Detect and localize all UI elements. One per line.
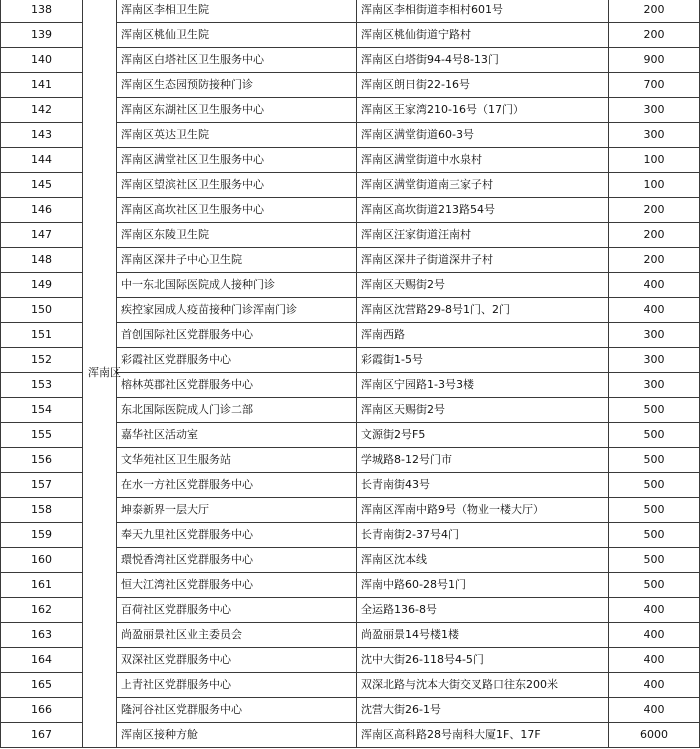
site-name: 浑南区生态园预防接种门诊 xyxy=(117,73,357,98)
site-name: 东北国际医院成人门诊二部 xyxy=(117,398,357,423)
dose-quantity: 200 xyxy=(609,223,700,248)
site-address: 沈营大街26-1号 xyxy=(357,698,609,723)
row-number: 141 xyxy=(1,73,83,98)
dose-quantity: 400 xyxy=(609,698,700,723)
dose-quantity: 400 xyxy=(609,598,700,623)
district-cell: 浑南区 xyxy=(83,0,117,748)
row-number: 145 xyxy=(1,173,83,198)
site-name: 尚盈丽景社区业主委员会 xyxy=(117,623,357,648)
row-number: 162 xyxy=(1,598,83,623)
site-address: 彩霞街1-5号 xyxy=(357,348,609,373)
site-name: 奉天九里社区党群服务中心 xyxy=(117,523,357,548)
site-address: 长青南街43号 xyxy=(357,473,609,498)
dose-quantity: 400 xyxy=(609,273,700,298)
site-address: 全运路136-8号 xyxy=(357,598,609,623)
dose-quantity: 300 xyxy=(609,98,700,123)
row-number: 152 xyxy=(1,348,83,373)
site-address: 浑南中路60-28号1门 xyxy=(357,573,609,598)
site-name: 浑南区东陵卫生院 xyxy=(117,223,357,248)
site-address: 文源街2号F5 xyxy=(357,423,609,448)
row-number: 163 xyxy=(1,623,83,648)
row-number: 139 xyxy=(1,23,83,48)
site-name: 浑南区高坎社区卫生服务中心 xyxy=(117,198,357,223)
site-address: 双深北路与沈本大街交叉路口往东200米 xyxy=(357,673,609,698)
row-number: 161 xyxy=(1,573,83,598)
site-name: 浑南区桃仙卫生院 xyxy=(117,23,357,48)
row-number: 149 xyxy=(1,273,83,298)
site-name: 疾控家园成人疫苗接种门诊浑南门诊 xyxy=(117,298,357,323)
row-number: 153 xyxy=(1,373,83,398)
row-number: 142 xyxy=(1,98,83,123)
table-row xyxy=(1,0,700,23)
row-number: 143 xyxy=(1,123,83,148)
dose-quantity: 500 xyxy=(609,398,700,423)
row-number: 151 xyxy=(1,323,83,348)
site-address: 浑南区沈营路29-8号1门、2门 xyxy=(357,298,609,323)
dose-quantity: 400 xyxy=(609,673,700,698)
row-number: 167 xyxy=(1,723,83,748)
row-number: 155 xyxy=(1,423,83,448)
row-number: 150 xyxy=(1,298,83,323)
site-name: 中一东北国际医院成人接种门诊 xyxy=(117,273,357,298)
dose-quantity: 900 xyxy=(609,48,700,73)
dose-quantity: 500 xyxy=(609,473,700,498)
site-name: 在水一方社区党群服务中心 xyxy=(117,473,357,498)
site-name: 坤泰新界一层大厅 xyxy=(117,498,357,523)
dose-quantity: 400 xyxy=(609,623,700,648)
site-address: 尚盈丽景14号楼1楼 xyxy=(357,623,609,648)
dose-quantity: 300 xyxy=(609,323,700,348)
dose-quantity: 100 xyxy=(609,173,700,198)
dose-quantity: 500 xyxy=(609,548,700,573)
row-number: 144 xyxy=(1,148,83,173)
site-address: 浑南区沈本线 xyxy=(357,548,609,573)
site-address: 浑南区宁园路1-3号3楼 xyxy=(357,373,609,398)
row-number: 156 xyxy=(1,448,83,473)
site-address: 浑南区深井子街道深井子村 xyxy=(357,248,609,273)
dose-quantity: 500 xyxy=(609,448,700,473)
site-name: 百荷社区党群服务中心 xyxy=(117,598,357,623)
dose-quantity: 500 xyxy=(609,498,700,523)
dose-quantity: 200 xyxy=(609,248,700,273)
site-address: 沈中大街26-118号4-5门 xyxy=(357,648,609,673)
dose-quantity: 6000 xyxy=(609,723,700,748)
row-number: 166 xyxy=(1,698,83,723)
site-address: 浑南区王家湾210-16号（17门） xyxy=(357,98,609,123)
site-address: 浑南区满堂街道60-3号 xyxy=(357,123,609,148)
row-number: 147 xyxy=(1,223,83,248)
site-address: 学城路8-12号门市 xyxy=(357,448,609,473)
row-number: 165 xyxy=(1,673,83,698)
dose-quantity: 100 xyxy=(609,148,700,173)
site-name: 双深社区党群服务中心 xyxy=(117,648,357,673)
row-number: 158 xyxy=(1,498,83,523)
dose-quantity: 300 xyxy=(609,373,700,398)
site-name: 浑南区白塔社区卫生服务中心 xyxy=(117,48,357,73)
site-address: 浑南区满堂街道中水泉村 xyxy=(357,148,609,173)
site-address: 浑南区天赐街2号 xyxy=(357,273,609,298)
row-number: 160 xyxy=(1,548,83,573)
site-address: 浑南区浑南中路9号（物业一楼大厅） xyxy=(357,498,609,523)
site-address: 浑南区高坎街道213路54号 xyxy=(357,198,609,223)
row-number: 146 xyxy=(1,198,83,223)
site-name: 上青社区党群服务中心 xyxy=(117,673,357,698)
site-name: 浑南区东湖社区卫生服务中心 xyxy=(117,98,357,123)
site-address: 浑南区白塔街94-4号8-13门 xyxy=(357,48,609,73)
dose-quantity: 300 xyxy=(609,348,700,373)
row-number: 154 xyxy=(1,398,83,423)
site-name: 隆河谷社区党群服务中心 xyxy=(117,698,357,723)
site-address: 浑南区天赐街2号 xyxy=(357,398,609,423)
site-name: 首创国际社区党群服务中心 xyxy=(117,323,357,348)
row-number: 159 xyxy=(1,523,83,548)
site-name: 浑南区接种方舱 xyxy=(117,723,357,748)
site-address: 浑南区汪家街道汪南村 xyxy=(357,223,609,248)
site-name: 浑南区英达卫生院 xyxy=(117,123,357,148)
row-number: 138 xyxy=(1,0,83,23)
dose-quantity: 400 xyxy=(609,648,700,673)
dose-quantity: 700 xyxy=(609,73,700,98)
site-address: 长青南街2-37号4门 xyxy=(357,523,609,548)
site-name: 浑南区望滨社区卫生服务中心 xyxy=(117,173,357,198)
dose-quantity: 500 xyxy=(609,573,700,598)
site-name: 浑南区深井子中心卫生院 xyxy=(117,248,357,273)
dose-quantity: 500 xyxy=(609,423,700,448)
dose-quantity: 300 xyxy=(609,123,700,148)
site-name: 恒大江湾社区党群服务中心 xyxy=(117,573,357,598)
site-name: 浑南区李相卫生院 xyxy=(117,0,357,23)
row-number: 148 xyxy=(1,248,83,273)
row-number: 140 xyxy=(1,48,83,73)
site-name: 彩霞社区党群服务中心 xyxy=(117,348,357,373)
site-name: 文华苑社区卫生服务站 xyxy=(117,448,357,473)
dose-quantity: 400 xyxy=(609,298,700,323)
site-address: 浑南区满堂街道南三家子村 xyxy=(357,173,609,198)
site-address: 浑南区高科路28号南科大厦1F、17F xyxy=(357,723,609,748)
site-name: 榕林英郡社区党群服务中心 xyxy=(117,373,357,398)
site-name: 嘉华社区活动室 xyxy=(117,423,357,448)
dose-quantity: 200 xyxy=(609,23,700,48)
dose-quantity: 500 xyxy=(609,523,700,548)
site-address: 浑南区李相街道李相村601号 xyxy=(357,0,609,23)
dose-quantity: 200 xyxy=(609,198,700,223)
table-body xyxy=(1,0,700,748)
dose-quantity: 200 xyxy=(609,0,700,23)
site-name: 浑南区满堂社区卫生服务中心 xyxy=(117,148,357,173)
row-number: 157 xyxy=(1,473,83,498)
site-address: 浑南区朗日街22-16号 xyxy=(357,73,609,98)
site-address: 浑南西路 xyxy=(357,323,609,348)
site-address: 浑南区桃仙街道宁路村 xyxy=(357,23,609,48)
site-name: 環悦香湾社区党群服务中心 xyxy=(117,548,357,573)
row-number: 164 xyxy=(1,648,83,673)
